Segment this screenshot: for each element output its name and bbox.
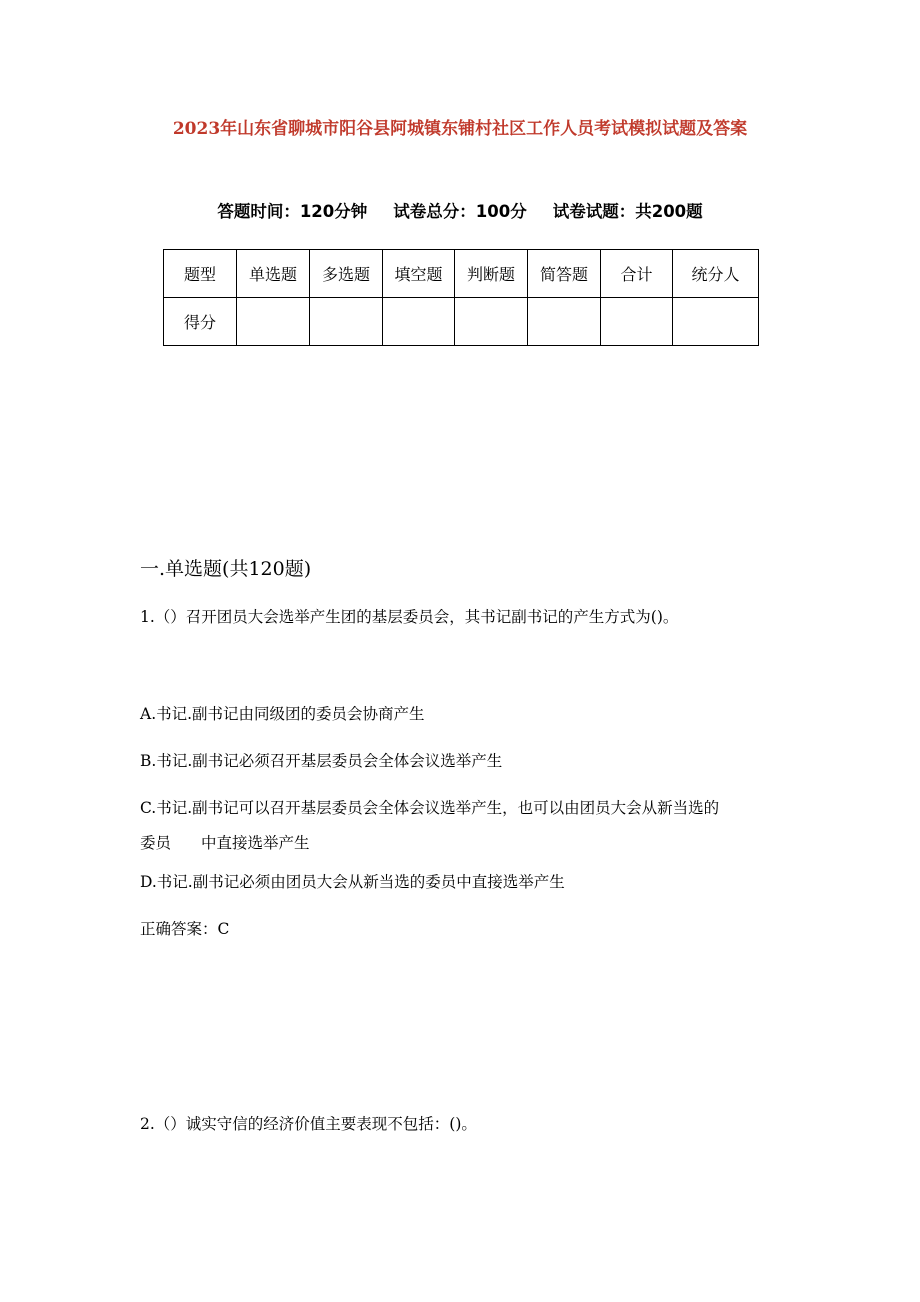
- score-cell: [673, 298, 759, 346]
- exam-total-score: 试卷总分：100分: [393, 202, 527, 221]
- question-1-option-a: A.书记.副书记由同级团的委员会协商产生: [140, 705, 425, 723]
- question-1-option-b: B.书记.副书记必须召开基层委员会全体会议选举产生: [140, 752, 503, 770]
- score-cell: [455, 298, 528, 346]
- header-cell: 统分人: [673, 250, 759, 298]
- option-c-word: 委员: [140, 834, 172, 852]
- header-cell: 题型: [164, 250, 237, 298]
- header-cell: 填空题: [383, 250, 455, 298]
- header-cell: 单选题: [237, 250, 310, 298]
- exam-time: 答题时间：120分钟: [217, 202, 368, 221]
- document-title: 2023年山东省聊城市阳谷县阿城镇东铺村社区工作人员考试模拟试题及答案: [172, 119, 748, 139]
- question-1-option-c: C.书记.副书记可以召开基层委员会全体会议选举产生，也可以由团员大会从新当选的: [140, 799, 720, 817]
- header-cell: 判断题: [455, 250, 528, 298]
- question-1-stem: 1.（）召开团员大会选举产生团的基层委员会，其书记副书记的产生方式为()。: [140, 608, 679, 626]
- exam-question-count: 试卷试题：共200题: [552, 202, 703, 221]
- score-cell: [237, 298, 310, 346]
- score-table: [163, 249, 759, 346]
- question-1-answer: 正确答案：C: [140, 920, 230, 938]
- score-table-header-row: [164, 250, 759, 298]
- question-1-option-d: D.书记.副书记必须由团员大会从新当选的委员中直接选举产生: [140, 873, 565, 891]
- header-cell: 简答题: [528, 250, 601, 298]
- score-cell: [310, 298, 383, 346]
- exam-info: [0, 198, 920, 222]
- score-cell: [601, 298, 673, 346]
- option-c-rest: 中直接选举产生: [201, 834, 310, 852]
- score-cell: [528, 298, 601, 346]
- header-cell: 合计: [601, 250, 673, 298]
- section-heading: 一.单选题(共120题): [140, 558, 312, 580]
- score-cell: [383, 298, 455, 346]
- row-label-cell: 得分: [164, 298, 237, 346]
- score-table-score-row: [164, 298, 759, 346]
- question-1-option-c-continued: [140, 831, 310, 853]
- question-2-stem: 2.（）诚实守信的经济价值主要表现不包括：()。: [140, 1115, 477, 1133]
- header-cell: 多选题: [310, 250, 383, 298]
